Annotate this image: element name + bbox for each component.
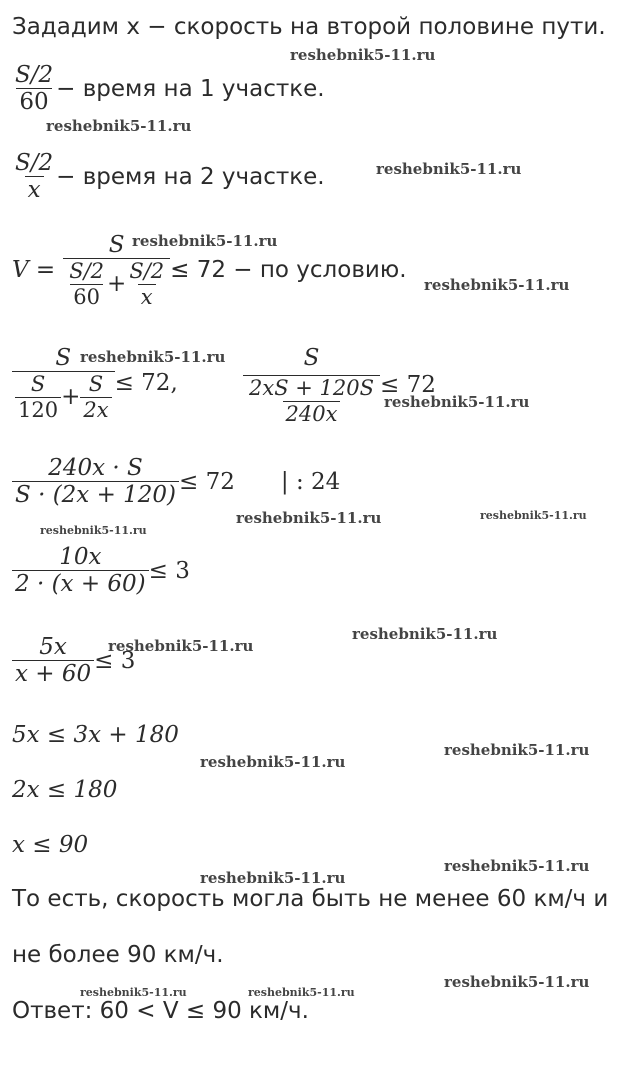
step-4-fraction bbox=[12, 544, 149, 598]
watermark: reshebnik5-11.ru bbox=[132, 232, 278, 250]
fraction-denominator: 2 · (x + 60) bbox=[12, 570, 149, 597]
watermark: reshebnik5-11.ru bbox=[80, 348, 226, 366]
fraction-denominator: 120 bbox=[15, 397, 61, 422]
sub-fraction bbox=[15, 372, 61, 421]
fraction-numerator: 5x bbox=[39, 634, 67, 660]
conclusion-line-2: не более 90 км/ч. bbox=[12, 942, 224, 968]
watermark: reshebnik5-11.ru bbox=[444, 741, 590, 759]
sub-fraction bbox=[126, 259, 167, 308]
watermark: reshebnik5-11.ru bbox=[40, 524, 147, 537]
fraction-time-2 bbox=[12, 150, 56, 204]
fraction-denominator bbox=[63, 258, 170, 308]
step-2-fraction bbox=[243, 345, 380, 426]
fraction-numerator: S/2 bbox=[15, 62, 54, 88]
watermark: reshebnik5-11.ru bbox=[46, 117, 192, 135]
watermark: reshebnik5-11.ru bbox=[424, 276, 570, 294]
velocity-lhs: V = bbox=[12, 257, 56, 284]
fraction-numerator: 240x · S bbox=[48, 455, 143, 481]
time-second-segment bbox=[12, 150, 325, 204]
step-4-inequality bbox=[12, 544, 190, 598]
plus-sign: + bbox=[107, 270, 127, 297]
step-7-inequality: 2x ≤ 180 bbox=[12, 777, 118, 803]
step-5-fraction bbox=[12, 634, 94, 688]
plus-sign: + bbox=[61, 383, 81, 410]
fraction-time-1 bbox=[12, 62, 56, 116]
watermark: reshebnik5-11.ru bbox=[376, 160, 522, 178]
answer-line: Ответ: 60 < V ≤ 90 км/ч. bbox=[12, 998, 309, 1024]
step-8-inequality: x ≤ 90 bbox=[12, 832, 89, 858]
fraction-numerator: S bbox=[30, 372, 46, 397]
fraction-numerator: S/2 bbox=[15, 150, 54, 176]
step-6-inequality: 5x ≤ 3x + 180 bbox=[12, 722, 179, 748]
fraction-numerator: 2xS + 120S bbox=[249, 376, 375, 401]
watermark: reshebnik5-11.ru bbox=[444, 857, 590, 875]
watermark: reshebnik5-11.ru bbox=[290, 46, 436, 64]
watermark: reshebnik5-11.ru bbox=[248, 986, 355, 999]
step-3-inequality bbox=[12, 455, 340, 509]
fraction-numerator: 10x bbox=[59, 544, 102, 570]
step-5-rhs: ≤ 3 bbox=[94, 647, 136, 674]
step-2-inequality bbox=[243, 345, 436, 426]
velocity-condition: ≤ 72 − по условию. bbox=[170, 257, 407, 284]
sub-fraction bbox=[246, 376, 377, 425]
watermark: reshebnik5-11.ru bbox=[384, 393, 530, 411]
fraction-denominator bbox=[12, 371, 115, 421]
fraction-denominator bbox=[243, 375, 380, 425]
step-2-rhs: ≤ 72 bbox=[380, 372, 436, 399]
watermark: reshebnik5-11.ru bbox=[352, 625, 498, 643]
fraction-denominator: x bbox=[25, 176, 44, 203]
time-2-text: − время на 2 участке. bbox=[56, 163, 325, 190]
fraction-denominator: S · (2x + 120) bbox=[12, 481, 179, 508]
fraction-numerator: S/2 bbox=[129, 259, 165, 284]
step-3-rhs: ≤ 72 bbox=[179, 468, 235, 495]
fraction-denominator: x + 60 bbox=[12, 660, 94, 687]
step-1-rhs: ≤ 72, bbox=[114, 370, 178, 397]
watermark: reshebnik5-11.ru bbox=[108, 637, 254, 655]
conclusion-line-1: То есть, скорость могла быть не менее 60 км/ч и bbox=[12, 886, 609, 912]
fraction-numerator: S bbox=[303, 345, 320, 371]
watermark: reshebnik5-11.ru bbox=[80, 986, 187, 999]
step-3-note: | : 24 bbox=[280, 468, 341, 495]
fraction-denominator: x bbox=[138, 284, 156, 309]
fraction-numerator: S bbox=[108, 232, 125, 258]
fraction-denominator: 60 bbox=[16, 88, 51, 115]
sub-fraction bbox=[66, 259, 107, 308]
watermark: reshebnik5-11.ru bbox=[200, 869, 346, 887]
sub-fraction bbox=[80, 372, 111, 421]
watermark: reshebnik5-11.ru bbox=[480, 509, 587, 522]
step-4-rhs: ≤ 3 bbox=[148, 557, 190, 584]
fraction-numerator: S bbox=[88, 372, 104, 397]
fraction-denominator: 60 bbox=[70, 284, 103, 309]
fraction-numerator: S/2 bbox=[69, 259, 105, 284]
watermark: reshebnik5-11.ru bbox=[200, 753, 346, 771]
fraction-numerator: S bbox=[55, 345, 72, 371]
time-first-segment bbox=[12, 62, 325, 116]
fraction-denominator: 240x bbox=[283, 401, 341, 426]
watermark: reshebnik5-11.ru bbox=[236, 509, 382, 527]
time-1-text: − время на 1 участке. bbox=[56, 75, 325, 102]
step-3-fraction bbox=[12, 455, 179, 509]
fraction-denominator: 2x bbox=[80, 397, 111, 422]
intro-line: Зададим x − скорость на второй половине пути. bbox=[12, 14, 606, 40]
watermark: reshebnik5-11.ru bbox=[444, 973, 590, 991]
